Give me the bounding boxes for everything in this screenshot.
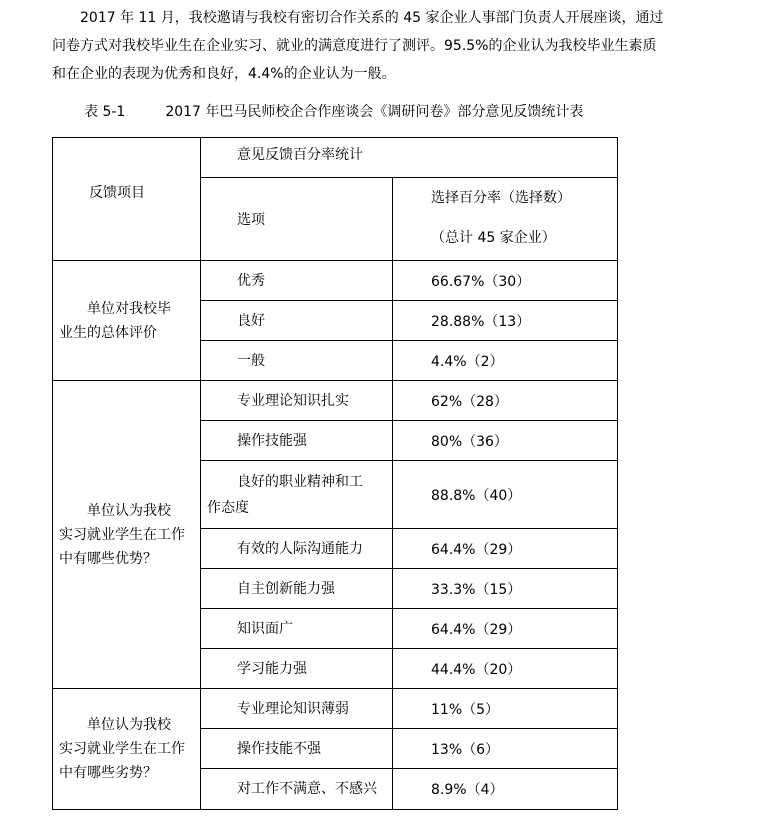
table-number: 表 5-1 xyxy=(84,104,126,120)
group-label-disadvantages: 单位认为我校 实习就业学生在工作中有哪些劣势？ xyxy=(53,689,201,810)
option-cell: 知识面广 xyxy=(201,609,393,649)
table-caption xyxy=(84,101,583,121)
table-row xyxy=(53,261,618,301)
group-label-advantages: 单位认为我校 实习就业学生在工作中有哪些优势？ xyxy=(53,381,201,689)
option-cell: 一般 xyxy=(201,341,393,381)
option-cell: 自主创新能力强 xyxy=(201,569,393,609)
percent-subheader: （总计 45 家企业） xyxy=(431,230,556,246)
option-cell: 学习能力强 xyxy=(201,649,393,689)
value-cell: 4.4%（2） xyxy=(393,341,618,381)
percent-header-cell xyxy=(393,178,618,261)
intro-line-2: 问卷方式对我校毕业生在企业实习、就业的满意度进行了测评。95.5%的企业认为我校毕业生素质 xyxy=(52,38,657,54)
feedback-item-header: 反馈项目 xyxy=(53,138,201,261)
value-cell: 62%（28） xyxy=(393,381,618,421)
table-row xyxy=(53,381,618,421)
option-cell: 操作技能强 xyxy=(201,421,393,461)
option-cell: 优秀 xyxy=(201,261,393,301)
value-cell: 13%（6） xyxy=(393,729,618,769)
option-cell: 良好的职业精神和工 作态度 xyxy=(201,461,393,529)
value-cell: 44.4%（20） xyxy=(393,649,618,689)
intro-paragraph xyxy=(52,4,757,88)
table-row xyxy=(53,689,618,729)
option-cell: 操作技能不强 xyxy=(201,729,393,769)
value-cell: 64.4%（29） xyxy=(393,609,618,649)
intro-line-3: 和在企业的表现为优秀和良好，4.4%的企业认为一般。 xyxy=(52,66,396,82)
stats-header: 意见反馈百分率统计 xyxy=(201,138,618,178)
option-cell: 良好 xyxy=(201,301,393,341)
value-cell: 64.4%（29） xyxy=(393,529,618,569)
value-cell: 80%（36） xyxy=(393,421,618,461)
option-header: 选项 xyxy=(201,178,393,261)
header-row-1 xyxy=(53,138,618,178)
feedback-table xyxy=(52,137,618,810)
value-cell: 8.9%（4） xyxy=(393,769,618,810)
table-title: 2017 年巴马民师校企合作座谈会《调研问卷》部分意见反馈统计表 xyxy=(165,104,584,120)
value-cell: 66.67%（30） xyxy=(393,261,618,301)
option-cell: 对工作不满意、不感兴 xyxy=(201,769,393,810)
group-label-overall: 单位对我校毕 业生的总体评价 xyxy=(53,261,201,381)
value-cell: 11%（5） xyxy=(393,689,618,729)
option-cell: 专业理论知识薄弱 xyxy=(201,689,393,729)
value-cell: 88.8%（40） xyxy=(393,461,618,529)
option-cell: 有效的人际沟通能力 xyxy=(201,529,393,569)
intro-line-1: 2017 年 11 月，我校邀请与我校有密切合作关系的 45 家企业人事部门负责人开展座谈，通过 xyxy=(80,10,664,26)
value-cell: 33.3%（15） xyxy=(393,569,618,609)
percent-header: 选择百分率（选择数） xyxy=(431,190,571,206)
value-cell: 28.88%（13） xyxy=(393,301,618,341)
option-cell: 专业理论知识扎实 xyxy=(201,381,393,421)
